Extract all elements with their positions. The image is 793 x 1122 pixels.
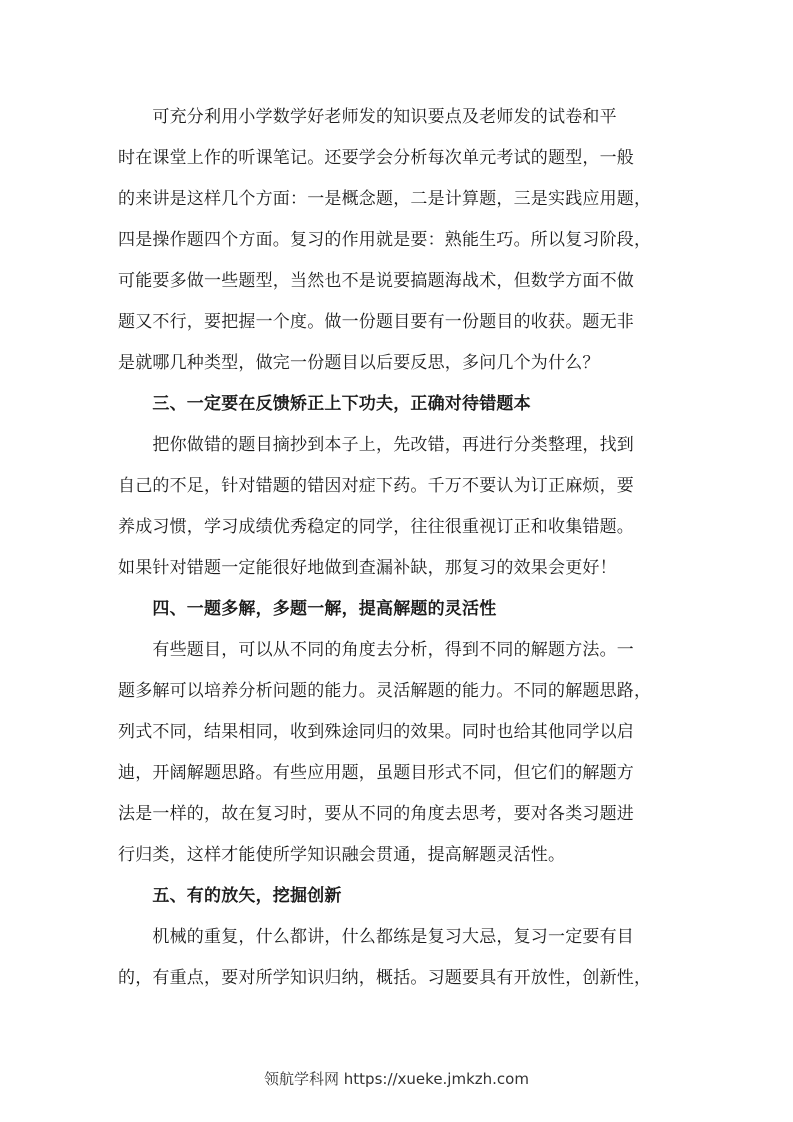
paragraph-line: 如果针对错题一定能很好地做到查漏补缺，那复习的效果会更好！ [118,558,617,578]
section-heading-4: 四、一题多解，多题一解，提高解题的灵活性 [118,599,497,619]
paragraph-line: 的，有重点，要对所学知识归纳，概括。习题要具有开放性，创新性， [118,968,652,988]
paragraph-line: 列式不同，结果相同，收到殊途同归的效果。同时也给其他同学以启 [118,722,634,742]
paragraph-line: 自己的不足，针对错题的错因对症下药。千万不要认为订正麻烦，要 [118,476,634,496]
paragraph-line: 是就哪几种类型，做完一份题目以后要反思，多问几个为什么？ [118,353,600,373]
paragraph-line: 机械的重复，什么都讲，什么都练是复习大忌，复习一定要有目 [118,927,634,947]
paragraph-line: 四是操作题四个方面。复习的作用就是要：熟能生巧。所以复习阶段， [118,230,652,250]
paragraph-line: 时在课堂上作的听课笔记。还要学会分析每次单元考试的题型，一般 [118,148,634,168]
paragraph-line: 行归类，这样才能使所学知识融会贯通，提高解题灵活性。 [118,845,566,865]
paragraph-line: 可能要多做一些题型，当然也不是说要搞题海战术，但数学方面不做 [118,271,634,291]
paragraph-line: 题又不行，要把握一个度。做一份题目要有一份题目的收获。题无非 [118,312,634,332]
paragraph-line: 有些题目，可以从不同的角度去分析，得到不同的解题方法。一 [118,640,634,660]
paragraph-line: 的来讲是这样几个方面：一是概念题，二是计算题，三是实践应用题， [118,189,652,209]
paragraph-line: 迪，开阔解题思路。有些应用题，虽题目形式不同，但它们的解题方 [118,763,634,783]
section-heading-5: 五、有的放矢，挖掘创新 [118,886,342,906]
paragraph-line: 法是一样的，故在复习时，要从不同的角度去思考，要对各类习题进 [118,804,634,824]
page-footer-watermark: 领航学科网 https://xueke.jmkzh.com [264,1070,529,1088]
paragraph-line: 题多解可以培养分析问题的能力。灵活解题的能力。不同的解题思路， [118,681,652,701]
section-heading-3: 三、一定要在反馈矫正上下功夫，正确对待错题本 [118,394,531,414]
paragraph-line: 养成习惯，学习成绩优秀稳定的同学，往往很重视订正和收集错题。 [118,517,634,537]
paragraph-line: 可充分利用小学数学好老师发的知识要点及老师发的试卷和平 [118,107,617,127]
paragraph-line: 把你做错的题目摘抄到本子上，先改错，再进行分类整理，找到 [118,435,634,455]
